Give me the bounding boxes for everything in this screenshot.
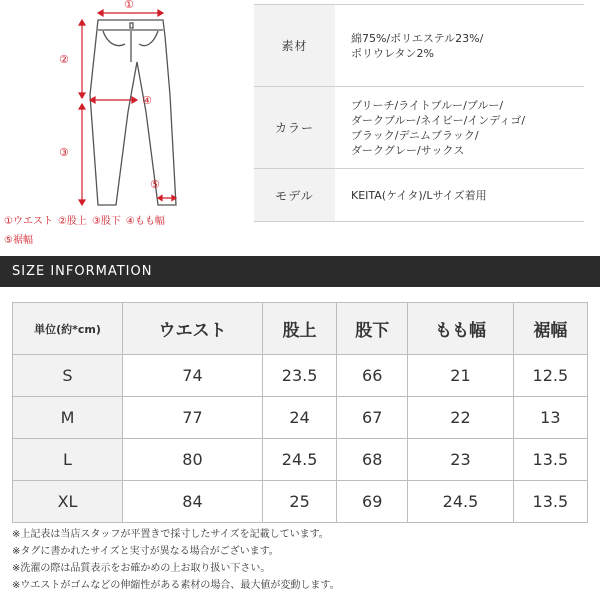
header-hem: 裾幅 (513, 303, 587, 355)
spec-value (335, 4, 584, 86)
notes (12, 526, 340, 594)
table-row (13, 397, 588, 439)
table-row (13, 481, 588, 523)
waist-value: 77 (123, 397, 263, 439)
spec-row-material (254, 4, 584, 86)
color-text: ブリーチ/ライトブルー/ブルー/ ダークブルー/ネイビー/インディゴ/ ブラック/デニムブラック/ ダークグレー/サックス (351, 98, 526, 157)
size-label: XL (13, 481, 123, 523)
legend-thigh: ④もも幅 (125, 216, 165, 227)
pants-illustration (0, 0, 250, 210)
arrow-head (79, 20, 85, 25)
note-line: ※タグに書かれたサイズと実寸が異なる場合がございます。 (12, 546, 279, 557)
note-line: ※ウエストがゴムなどの伸縮性がある素材の場合、最大値が変動します。 (12, 580, 340, 591)
header-inseam: 股下 (337, 303, 408, 355)
hem-value: 12.5 (513, 355, 587, 397)
size-label: M (13, 397, 123, 439)
arrow-head (98, 10, 103, 16)
hem-value: 13.5 (513, 481, 587, 523)
thigh-value: 21 (408, 355, 513, 397)
spec-label: モデル (254, 168, 335, 222)
waist-value: 74 (123, 355, 263, 397)
waist-value: 84 (123, 481, 263, 523)
front-pocket-right (139, 31, 158, 46)
hem-value: 13.5 (513, 439, 587, 481)
size-information-header: SIZE INFORMATION (0, 256, 600, 287)
header-thigh: もも幅 (408, 303, 513, 355)
model-text: KEITA(ケイタ)/Lサイズ着用 (351, 189, 487, 202)
thigh-value: 23 (408, 439, 513, 481)
spec-row-color (254, 86, 584, 168)
rise-value: 25 (262, 481, 336, 523)
header-rise: 股上 (262, 303, 336, 355)
diagram-legend-row2 (4, 231, 38, 246)
marker-hem: ⑤ (150, 178, 160, 191)
size-label: L (13, 439, 123, 481)
rise-value: 24.5 (262, 439, 336, 481)
table-row (13, 439, 588, 481)
arrow-head (79, 200, 85, 205)
header-waist: ウエスト (123, 303, 263, 355)
marker-rise: ② (59, 53, 69, 66)
inseam-value: 69 (337, 481, 408, 523)
marker-waist: ① (124, 0, 134, 11)
spec-bottom-border (254, 221, 584, 222)
front-pocket-left (103, 31, 125, 46)
size-label: S (13, 355, 123, 397)
size-table (12, 302, 588, 523)
legend-rise: ②股上 (57, 216, 87, 227)
size-table-header-row (13, 303, 588, 355)
hem-value: 13 (513, 397, 587, 439)
spec-value (335, 168, 584, 222)
marker-thigh: ④ (142, 94, 152, 107)
arrow-head (158, 10, 163, 16)
inseam-value: 66 (337, 355, 408, 397)
spec-row-model (254, 168, 584, 222)
inseam-value: 67 (337, 397, 408, 439)
table-row (13, 355, 588, 397)
pants-outline (90, 20, 176, 205)
thigh-value: 22 (408, 397, 513, 439)
arrow-head (132, 97, 137, 103)
legend-waist: ①ウエスト (4, 216, 53, 227)
spec-label: 素材 (254, 4, 335, 86)
legend-inseam: ③股下 (91, 216, 121, 227)
inseam-value: 68 (337, 439, 408, 481)
spec-table (254, 4, 584, 222)
spec-value (335, 86, 584, 168)
diagram-legend (4, 212, 170, 227)
arrow-head (79, 93, 85, 98)
pants-diagram (0, 0, 250, 250)
belt-loop (130, 23, 133, 28)
spec-label: カラー (254, 86, 335, 168)
arrow-head (158, 196, 162, 201)
material-text: 綿75%/ポリエステル23%/ ポリウレタン2% (351, 31, 484, 60)
marker-inseam: ③ (59, 146, 69, 159)
note-line: ※洗濯の際は品質表示をお確かめの上お取り扱い下さい。 (12, 563, 271, 574)
note-line: ※上記表は当店スタッフが平置きで採寸したサイズを記載しています。 (12, 529, 329, 540)
rise-value: 23.5 (262, 355, 336, 397)
arrow-head (79, 104, 85, 109)
legend-hem: ⑤裾幅 (4, 235, 33, 246)
thigh-value: 24.5 (408, 481, 513, 523)
header-unit: 単位(約*cm) (13, 303, 123, 355)
waist-value: 80 (123, 439, 263, 481)
rise-value: 24 (262, 397, 336, 439)
